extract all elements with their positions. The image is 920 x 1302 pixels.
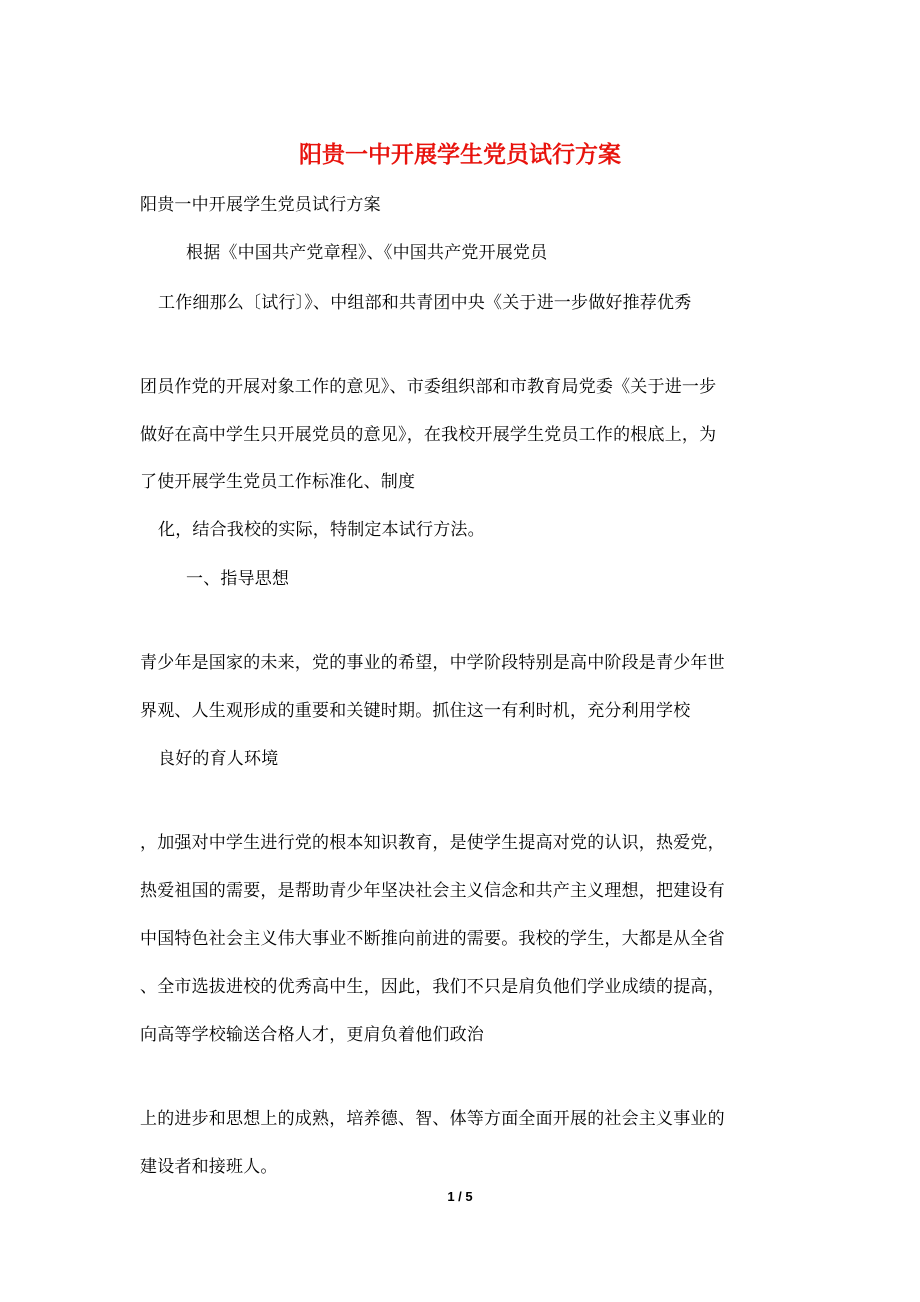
text-line: 向高等学校输送合格人才，更肩负着他们政治 — [140, 1025, 484, 1045]
document-title: 阳贵一中开展学生党员试行方案 — [299, 141, 621, 168]
text-line: 建设者和接班人。 — [140, 1157, 278, 1177]
text-line: 良好的育人环境 — [158, 749, 279, 769]
text-line: 团员作党的开展对象工作的意见》、市委组织部和市教育局党委《关于进一步 — [140, 377, 717, 397]
text-line: 阳贵一中开展学生党员试行方案 — [140, 195, 381, 215]
page-indicator: 1 / 5 — [447, 1189, 473, 1204]
text-line: 热爱祖国的需要，是帮助青少年坚决社会主义信念和共产主义理想，把建设有 — [140, 881, 725, 901]
text-line: 化，结合我校的实际，特制定本试行方法。 — [158, 520, 485, 540]
text-line: 、全市选拔进校的优秀高中生，因此，我们不只是肩负他们学业成绩的提高， — [140, 977, 725, 997]
text-line: 中国特色社会主义伟大事业不断推向前进的需要。我校的学生，大都是从全省 — [140, 929, 725, 949]
text-line: 工作细那么〔试行〕》、中组部和共青团中央《关于进一步做好推荐优秀 — [158, 293, 692, 313]
text-line: 做好在高中学生只开展党员的意见》，在我校开展学生党员工作的根底上，为 — [140, 425, 717, 445]
section-heading: 一、指导思想 — [186, 569, 290, 589]
text-line: 青少年是国家的未来，党的事业的希望，中学阶段特别是高中阶段是青少年世 — [140, 653, 725, 673]
text-line: 了使开展学生党员工作标准化、制度 — [140, 472, 416, 492]
text-line: 根据《中国共产党章程》、《中国共产党开展党员 — [186, 243, 548, 263]
text-line: 界观、人生观形成的重要和关键时期。抓住这一有利时机，充分利用学校 — [140, 701, 691, 721]
text-line: 上的进步和思想上的成熟，培养德、智、体等方面全面开展的社会主义事业的 — [140, 1109, 725, 1129]
text-line: ，加强对中学生进行党的根本知识教育，是使学生提高对党的认识，热爱党， — [140, 833, 725, 853]
